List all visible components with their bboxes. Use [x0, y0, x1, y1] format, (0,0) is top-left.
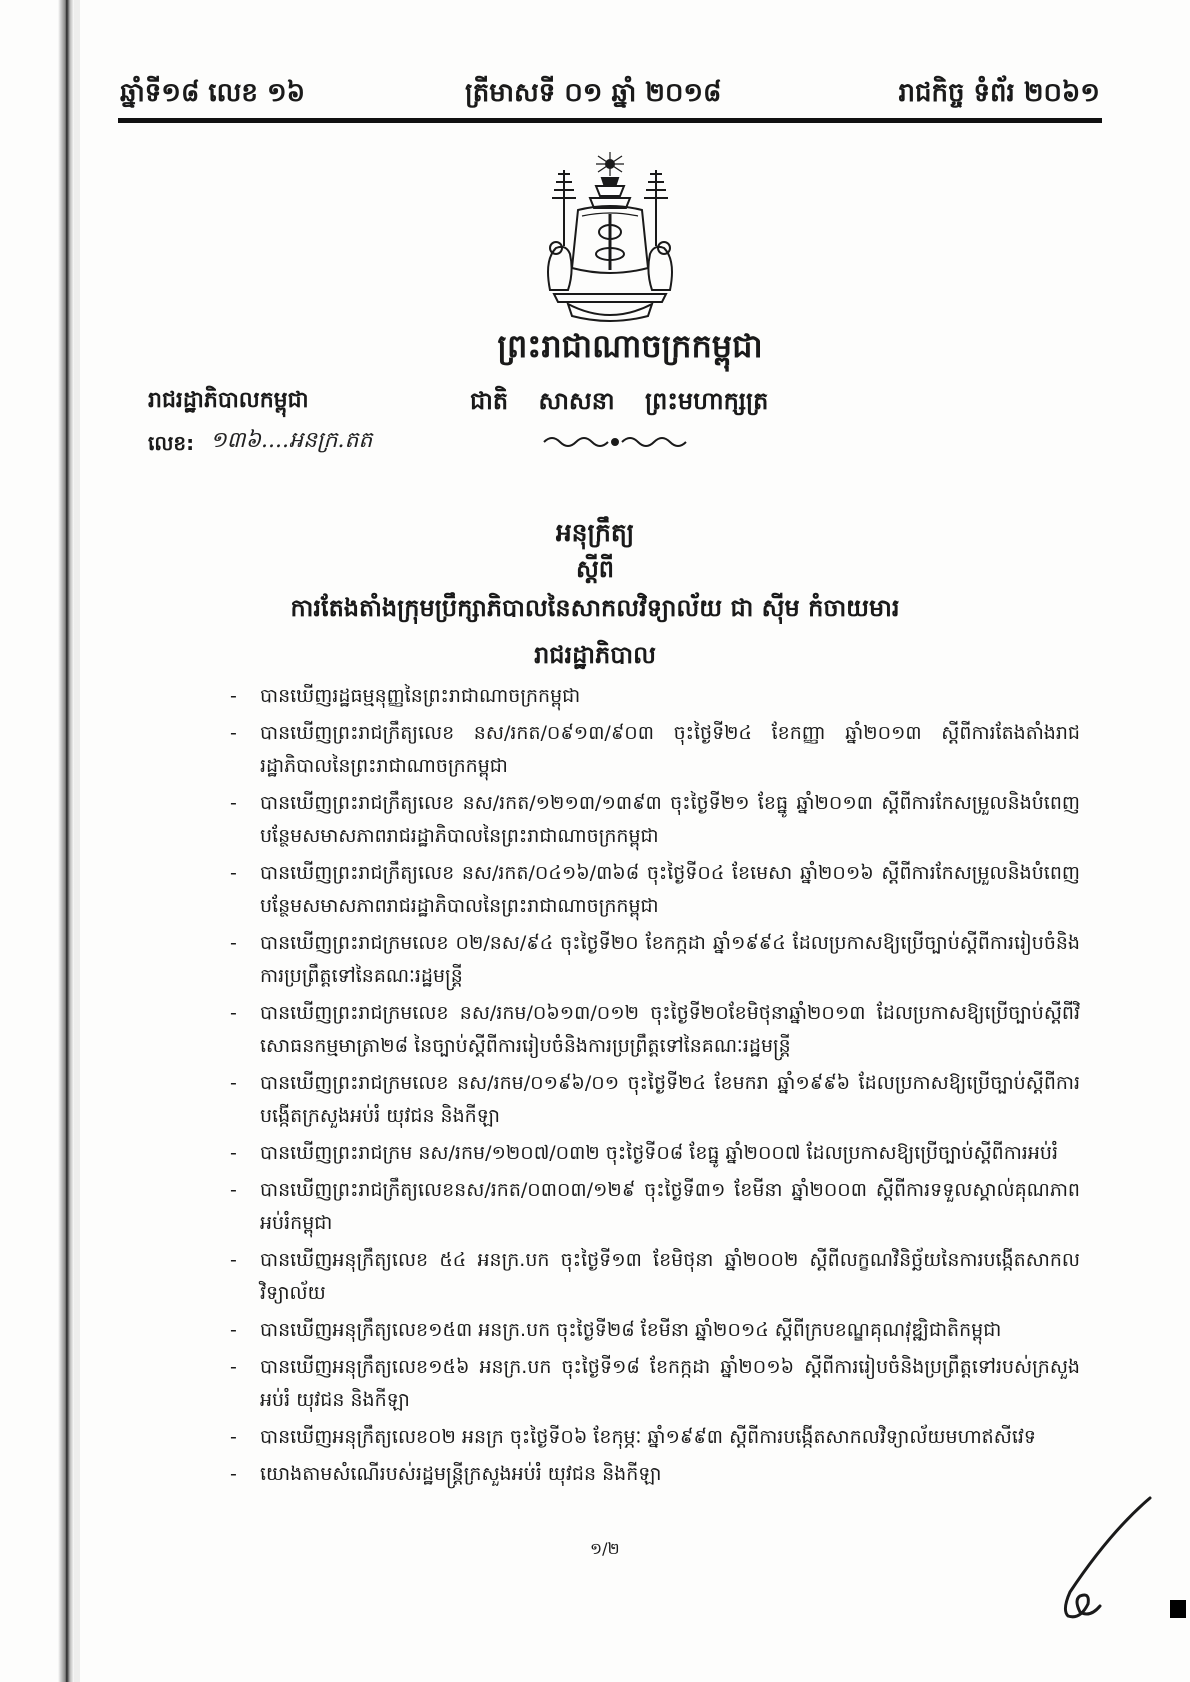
signature-icon [1040, 1492, 1160, 1622]
page-number: ១/២ [590, 1539, 620, 1558]
list-item: - បានឃើញព្រះរាជក្រមលេខ នស/រកម/០៦១៣/០១២ ចុះថ្ងៃទី២០ខែមិថុនាឆ្នាំ២០១៣ ដែលប្រកាសឱ្យប្រើច្បាប់ស្តីពីវិសោធនកម្មមាត្រា២៨ នៃច្បាប់ស្តីពីការរៀបចំនិងការប្រព្រឹត្តទៅនៃគណៈរដ្ឋមន្ត្រី [230, 1002, 1080, 1057]
document-about: ស្តីពី [575, 555, 615, 583]
document-type: អនុក្រឹត្យ [555, 518, 635, 547]
document-issuer: រាជរដ្ឋាភិបាល [534, 641, 656, 669]
list-item: - បានឃើញព្រះរាជក្រម នស/រកម/១២០៧/០៣២ ចុះថ្ងៃទី០៨ ខែធ្នូ ឆ្នាំ២០០៧ ដែលប្រកាសឱ្យប្រើច្បាប់ស្តីពីការអប់រំ [230, 1142, 1058, 1164]
legal-basis-list [230, 680, 1080, 1495]
list-item: - បានឃើញព្រះរាជក្រឹត្យលេខ នស/រកត/១២១៣/១៣៩៣ ចុះថ្ងៃទី២១ ខែធ្នូ ឆ្នាំ២០១៣ ស្តីពីការកែសម្រួលនិងបំពេញបន្ថែមសមាសភាពរាជរដ្ឋាភិបាលនៃព្រះរាជាណាចក្រកម្ពុជា [230, 792, 1080, 847]
list-item: - បានឃើញព្រះរាជក្រឹត្យលេខ នស/រកត/០៩១៣/៩០៣ ចុះថ្ងៃទី២៤ ខែកញ្ញា ឆ្នាំ២០១៣ ស្តីពីការតែងតាំងរាជរដ្ឋាភិបាលនៃព្រះរាជាណាចក្រកម្ពុជា [230, 722, 1080, 777]
kingdom-name: ព្រះរាជាណាចក្រកម្ពុជា [497, 327, 763, 365]
list-item: - បានឃើញអនុក្រឹត្យលេខ០២ អនក្រ ចុះថ្ងៃទី០៦ ខែកុម្ភៈ ឆ្នាំ១៩៩៣ ស្តីពីការបង្កើតសាកលវិទ្យាល័យមហាឥសីវេទ [230, 1426, 1036, 1448]
scan-corner-mark [1170, 1600, 1186, 1618]
reference-number: ១៣៦....អនក្រ.តត [210, 428, 373, 453]
header-year-issue: ឆ្នាំទី១៨ លេខ ១៦ [120, 78, 306, 108]
list-item: - បានឃើញព្រះរាជក្រមលេខ នស/រកម/០១៩៦/០១ ចុះថ្ងៃទី២៤ ខែមករា ឆ្នាំ១៩៩៦ ដែលប្រកាសឱ្យប្រើច្បាប់ស្តីពីការបង្កើតក្រសួងអប់រំ យុវជន និងកីឡា [230, 1072, 1080, 1127]
list-item: - យោងតាមសំណើរបស់រដ្ឋមន្ត្រីក្រសួងអប់រំ យុវជន និងកីឡា [230, 1463, 662, 1485]
header-quarter: ត្រីមាសទី ០១ ឆ្នាំ ២០១៨ [465, 78, 722, 108]
gazette-header [120, 70, 1100, 114]
government-label: រាជរដ្ឋាភិបាលកម្ពុជា [148, 388, 309, 413]
document-subject: ការតែងតាំងក្រុមប្រឹក្សាភិបាលនៃសាកលវិទ្យាល័យ ជា ស៊ីម កំចាយមារ [290, 594, 900, 622]
list-item: - បានឃើញព្រះរាជក្រមលេខ ០២/នស/៩៤ ចុះថ្ងៃទី២០ ខែកក្កដា ឆ្នាំ១៩៩៤ ដែលប្រកាសឱ្យប្រើច្បាប់ស្តីពីការរៀបចំនិងការប្រព្រឹត្តទៅនៃគណៈរដ្ឋមន្ត្រី [230, 932, 1080, 987]
list-item: - បានឃើញអនុក្រឹត្យលេខ ៥៤ អនក្រ.បក ចុះថ្ងៃទី១៣ ខែមិថុនា ឆ្នាំ២០០២ ស្តីពីលក្ខណវិនិច្ឆ័យនៃការបង្កើតសាកលវិទ្យាល័យ [230, 1249, 1080, 1304]
header-rule [118, 118, 1102, 123]
binding-shadow-faint [74, 0, 80, 1682]
national-motto: ជាតិ សាសនា ព្រះមហាក្សត្រ [470, 387, 769, 415]
list-item: - បានឃើញព្រះរាជក្រឹត្យលេខនស/រកត/០៣០៣/១២៩ ចុះថ្ងៃទី៣១ ខែមីនា ឆ្នាំ២០០៣ ស្តីពីការទទួលស្គាល់គុណភាពអប់រំកម្ពុជា [230, 1179, 1080, 1234]
binding-shadow [58, 0, 74, 1682]
list-item: - បានឃើញរដ្ឋធម្មនុញ្ញនៃព្រះរាជាណាចក្រកម្ពុជា [230, 685, 581, 707]
list-item: - បានឃើញអនុក្រឹត្យលេខ១៥៦ អនក្រ.បក ចុះថ្ងៃទី១៨ ខែកក្កដា ឆ្នាំ២០១៦ ស្តីពីការរៀបចំនិងប្រព្រឹត្តទៅរបស់ក្រសួងអប់រំ យុវជន និងកីឡា [230, 1356, 1080, 1411]
list-item: - បានឃើញអនុក្រឹត្យលេខ១៥៣ អនក្រ.បក ចុះថ្ងៃទី២៨ ខែមីនា ឆ្នាំ២០១៤ ស្តីពីក្របខណ្ឌគុណវុឌ្ឍិជាតិកម្ពុជា [230, 1319, 1002, 1341]
ornament-divider-icon [540, 432, 690, 452]
header-page: រាជកិច្ច ទំព័រ ២០៦១ [898, 78, 1100, 108]
royal-emblem-icon [530, 150, 690, 322]
reference-label: លេខ: [148, 431, 195, 455]
list-item: - បានឃើញព្រះរាជក្រឹត្យលេខ នស/រកត/០៤១៦/៣៦៨ ចុះថ្ងៃទី០៤ ខែមេសា ឆ្នាំ២០១៦ ស្តីពីការកែសម្រួលនិងបំពេញបន្ថែមសមាសភាពរាជរដ្ឋាភិបាលនៃព្រះរាជាណាចក្រកម្ពុជា [230, 862, 1080, 917]
